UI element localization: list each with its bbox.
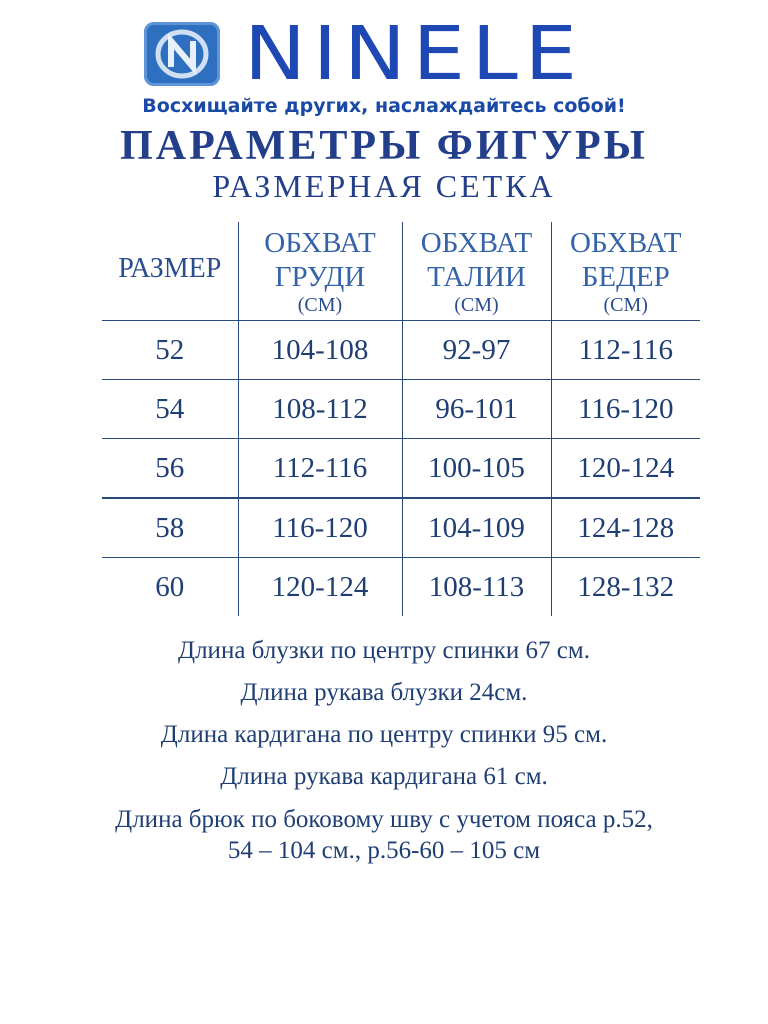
header-chest-line1: ОБХВАТ bbox=[264, 227, 376, 259]
cell-hips: 116-120 bbox=[551, 380, 700, 439]
measurement-notes bbox=[40, 636, 728, 866]
page-title: ПАРАМЕТРЫ ФИГУРЫ bbox=[120, 123, 648, 169]
brand-name: NINELE bbox=[244, 11, 584, 97]
cell-waist: 100-105 bbox=[402, 439, 551, 499]
header-chest-unit: (СМ) bbox=[297, 294, 343, 316]
cell-waist: 92-97 bbox=[402, 321, 551, 380]
header-waist-line2: ТАЛИИ bbox=[427, 261, 526, 293]
note-cardigan-length: Длина кардигана по центру спинки 95 см. bbox=[160, 721, 608, 748]
note-blouse-sleeve: Длина рукава блузки 24см. bbox=[240, 679, 528, 706]
table-row bbox=[102, 498, 700, 558]
table-row bbox=[102, 439, 700, 499]
brand-logo bbox=[144, 11, 644, 97]
header-hips-unit: (СМ) bbox=[603, 294, 648, 316]
size-chart-table bbox=[102, 222, 700, 616]
cell-hips: 120-124 bbox=[551, 439, 700, 499]
cell-chest: 120-124 bbox=[238, 558, 402, 617]
header-waist-line1: ОБХВАТ bbox=[420, 227, 533, 259]
table-row bbox=[102, 558, 700, 617]
cell-chest: 116-120 bbox=[238, 498, 402, 558]
note-trousers-length-line2: 54 – 104 см., р.56-60 – 105 см bbox=[227, 837, 541, 864]
header-chest-line2: ГРУДИ bbox=[274, 261, 366, 293]
header-hips-line1: ОБХВАТ bbox=[570, 227, 682, 259]
cell-size: 60 bbox=[155, 570, 185, 603]
cell-chest: 108-112 bbox=[238, 380, 402, 439]
header-chest bbox=[238, 222, 402, 321]
cell-waist: 96-101 bbox=[402, 380, 551, 439]
cell-waist: 104-109 bbox=[402, 498, 551, 558]
header-waist-unit: (СМ) bbox=[454, 294, 499, 316]
table-header-row bbox=[102, 222, 700, 321]
header-size-label: РАЗМЕР bbox=[118, 253, 222, 284]
cell-chest: 104-108 bbox=[238, 321, 402, 380]
cell-size: 52 bbox=[102, 321, 238, 380]
cell-hips: 112-116 bbox=[551, 321, 700, 380]
cell-waist: 108-113 bbox=[402, 558, 551, 617]
cell-size: 54 bbox=[102, 380, 238, 439]
logo-n-icon bbox=[144, 22, 220, 86]
table-row bbox=[102, 380, 700, 439]
cell-hips: 124-128 bbox=[551, 498, 700, 558]
page-subtitle: РАЗМЕРНАЯ СЕТКА bbox=[212, 168, 556, 204]
header-hips-line2: БЕДЕР bbox=[581, 261, 670, 293]
brand-tagline: Восхищайте других, наслаждайтесь собой! bbox=[142, 95, 626, 117]
note-cardigan-sleeve: Длина рукава кардигана 61 см. bbox=[220, 763, 548, 790]
header-hips bbox=[551, 222, 700, 321]
header-size bbox=[102, 222, 238, 321]
cell-size: 56 bbox=[102, 439, 238, 499]
table-row bbox=[102, 321, 700, 380]
header-waist bbox=[402, 222, 551, 321]
cell-hips: 128-132 bbox=[551, 558, 700, 617]
note-trousers-length-line1: Длина брюк по боковому шву с учетом пояса р.52, bbox=[115, 806, 653, 833]
note-blouse-length: Длина блузки по центру спинки 67 см. bbox=[178, 637, 590, 664]
cell-size: 58 bbox=[102, 498, 238, 558]
cell-chest: 112-116 bbox=[238, 439, 402, 499]
